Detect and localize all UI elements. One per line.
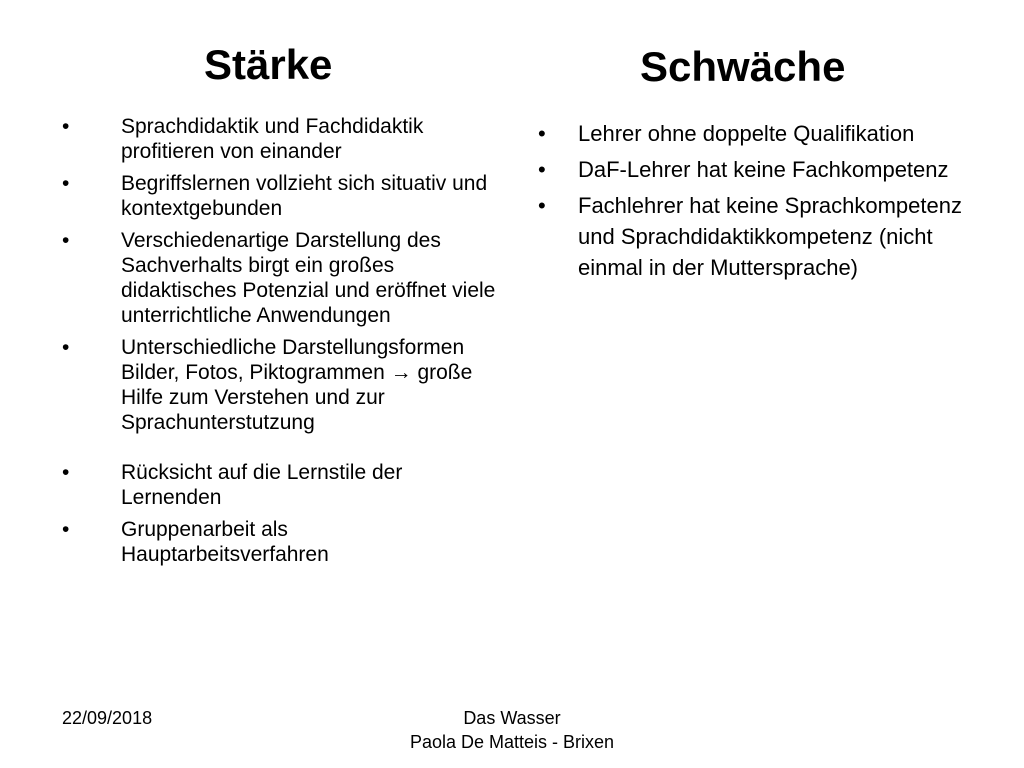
weaknesses-list xyxy=(536,118,986,288)
list-item-text: Unterschiedliche Darstellungsformen Bilder, Fotos, Piktogrammen → große Hilfe zum Verstehen und zur Sprachunterstutzung xyxy=(121,336,473,434)
list-item xyxy=(536,190,986,283)
list-item xyxy=(60,517,500,567)
list-item-text: DaF-Lehrer hat keine Fachkompetenz xyxy=(578,157,949,182)
strengths-list xyxy=(60,114,500,574)
list-item-text: Lehrer ohne doppelte Qualifikation xyxy=(578,121,915,146)
list-item-text: Fachlehrer hat keine Sprachkompetenz und Sprachdidaktikkompetenz (nicht einmal in der Muttersprache) xyxy=(578,193,962,280)
list-item xyxy=(60,114,500,164)
bullet-marker: • xyxy=(62,115,70,138)
bullet-marker: • xyxy=(62,229,70,252)
list-item-text: Verschiedenartige Darstellung des Sachverhalts birgt ein großes didaktisches Potenzial und eröffnet viele unterrichtliche Anwendungen xyxy=(121,229,496,327)
list-item xyxy=(60,228,500,328)
list-item xyxy=(536,154,986,185)
weaknesses-heading: Schwäche xyxy=(640,43,846,90)
bullet-marker: • xyxy=(538,157,546,182)
footer-date: 22/09/2018 xyxy=(62,708,153,728)
list-item-text: Rücksicht auf die Lernstile der Lernenden xyxy=(121,461,403,509)
list-item-text: Sprachdidaktik und Fachdidaktik profitieren von einander xyxy=(121,115,424,163)
footer-title-line: Das Wasser xyxy=(463,708,561,728)
strengths-heading: Stärke xyxy=(204,41,333,88)
bullet-marker: • xyxy=(62,461,70,484)
list-item xyxy=(60,460,500,510)
bullet-marker: • xyxy=(538,193,546,218)
bullet-marker: • xyxy=(62,172,70,195)
list-item xyxy=(536,118,986,149)
list-item xyxy=(60,171,500,221)
list-item-text: Gruppenarbeit als Hauptarbeitsverfahren xyxy=(121,518,329,566)
bullet-marker: • xyxy=(538,121,546,146)
footer-title xyxy=(372,706,652,754)
footer-author-line: Paola De Matteis - Brixen xyxy=(409,732,615,752)
bullet-marker: • xyxy=(62,518,70,541)
list-item-text: Begriffslernen vollzieht sich situativ und kontextgebunden xyxy=(121,172,488,220)
bullet-marker: • xyxy=(62,336,70,359)
list-item xyxy=(60,335,500,435)
